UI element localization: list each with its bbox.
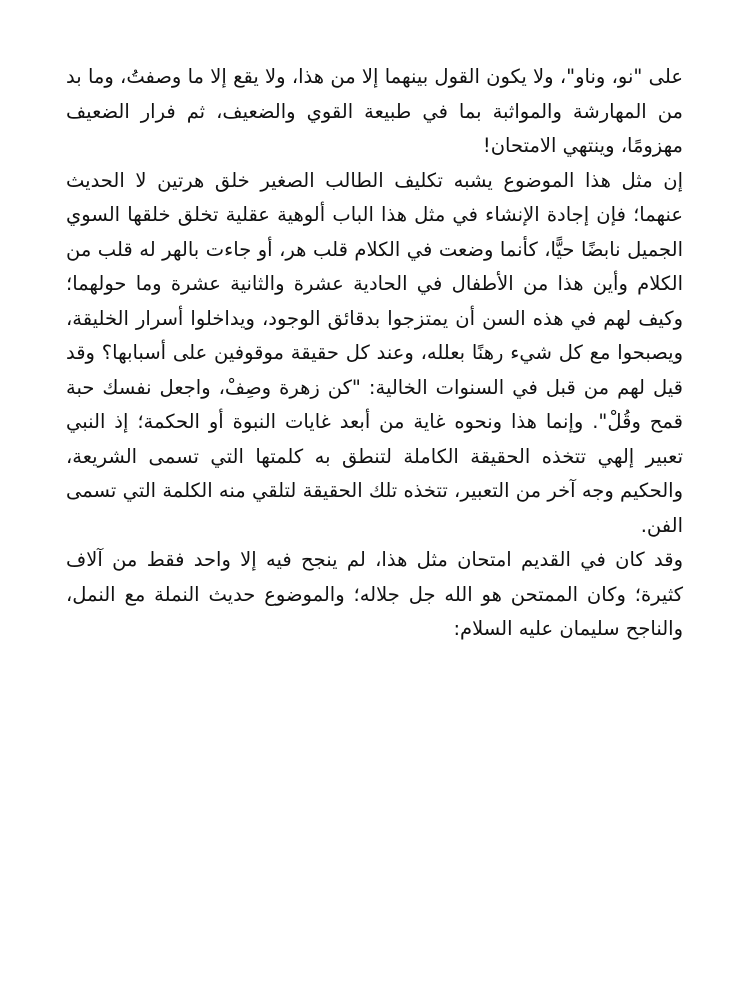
paragraph-3: وقد كان في القديم امتحان مثل هذا، لم ينجح فيه إلا واحد فقط من آلاف كثيرة؛ وكان الممتحن هو الله جل جلاله؛ والموضوع حديث النملة مع النمل، والناجح سليمان عليه السلام: [66,548,683,640]
paragraph-1: على "نو، وناو"، ولا يكون القول بينهما إلا من هذا، ولا يقع إلا ما وصفتُ، وما بد من المهارشة والمواثبة بما في طبيعة القوي والضعيف، ثم فرار الضعيف مهزومًا، وينتهي الامتحان! [66,65,683,157]
paragraph-2: إن مثل هذا الموضوع يشبه تكليف الطالب الصغير خلق هرتين لا الحديث عنهما؛ فإن إجادة الإنشاء في مثل هذا الباب ألوهية عقلية تخلق خلقها السوي الجميل نابضًا حيًّا، كأنما وضعت في الكلام قلب هر، أو جاءت بالهر له قلب من الكلام وأين هذا من الأطفال في الحادية عشرة والثانية عشرة وما حولهما؛ وكيف لهم في هذه السن أن يمتزجوا بدقائق الوجود، ويداخلوا أسرار الخليقة، ويصبحوا مع كل شيء رهنًا بعلله، وعند كل حقيقة موقوفين على أسبابها؟ وقد قيل لهم من قبل في السنوات الخالية: "كن زهرة وصِفْ، واجعل نفسك حبة قمح وقُلْ". وإنما هذا ونحوه غاية من أبعد غايات النبوة أو الحكمة؛ إذ النبي تعبير إلهي تتخذه الحقيقة الكاملة لتنطق به كلمتها التي تسمى الشريعة، والحكيم وجه آخر من التعبير، تتخذه تلك الحقيقة لتلقي منه الكلمة التي تسمى الفن. [66,168,683,537]
body-text [66,60,683,647]
